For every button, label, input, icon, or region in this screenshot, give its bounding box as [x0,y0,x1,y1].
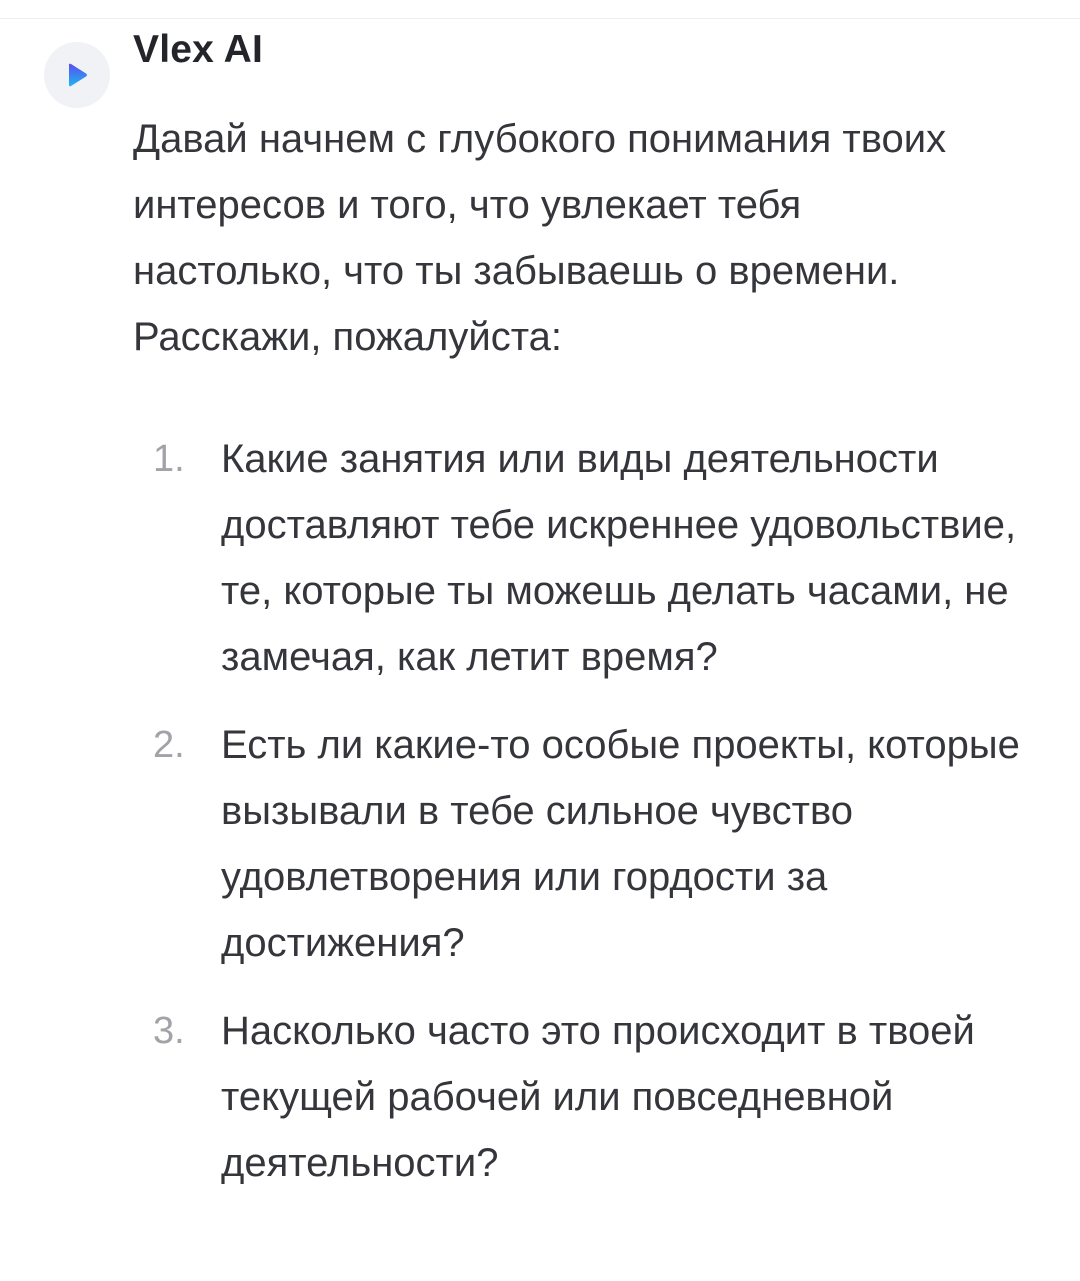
play-triangle-icon [65,62,89,88]
question-text: Какие занятия или виды деятельности доставляют тебе искреннее удовольствие, те, которые ты можешь делать часами, не замечая, как летит время? [221,437,1017,679]
message-intro: Давай начнем с глубокого понимания твоих интересов и того, что увлекает тебя настолько, что ты забываешь о времени. Расскажи, пожалуйста: [133,117,947,359]
question-number: 1. [153,438,185,480]
question-item-1 [133,426,1033,690]
assistant-name: Vlex AI [133,28,264,71]
question-text: Есть ли какие-то особые проекты, которые вызывали в тебе сильное чувство удовлетворения или гордости за достижения? [221,723,1020,965]
question-item-2 [133,712,1033,976]
question-number: 3. [153,1010,185,1052]
question-list [133,426,1033,1196]
top-divider [0,18,1080,19]
question-text: Насколько часто это происходит в твоей текущей рабочей или повседневной деятельности? [221,1009,975,1185]
assistant-avatar [44,42,110,108]
question-number: 2. [153,724,185,766]
assistant-message [133,106,1033,1185]
question-item-3 [133,998,1033,1196]
